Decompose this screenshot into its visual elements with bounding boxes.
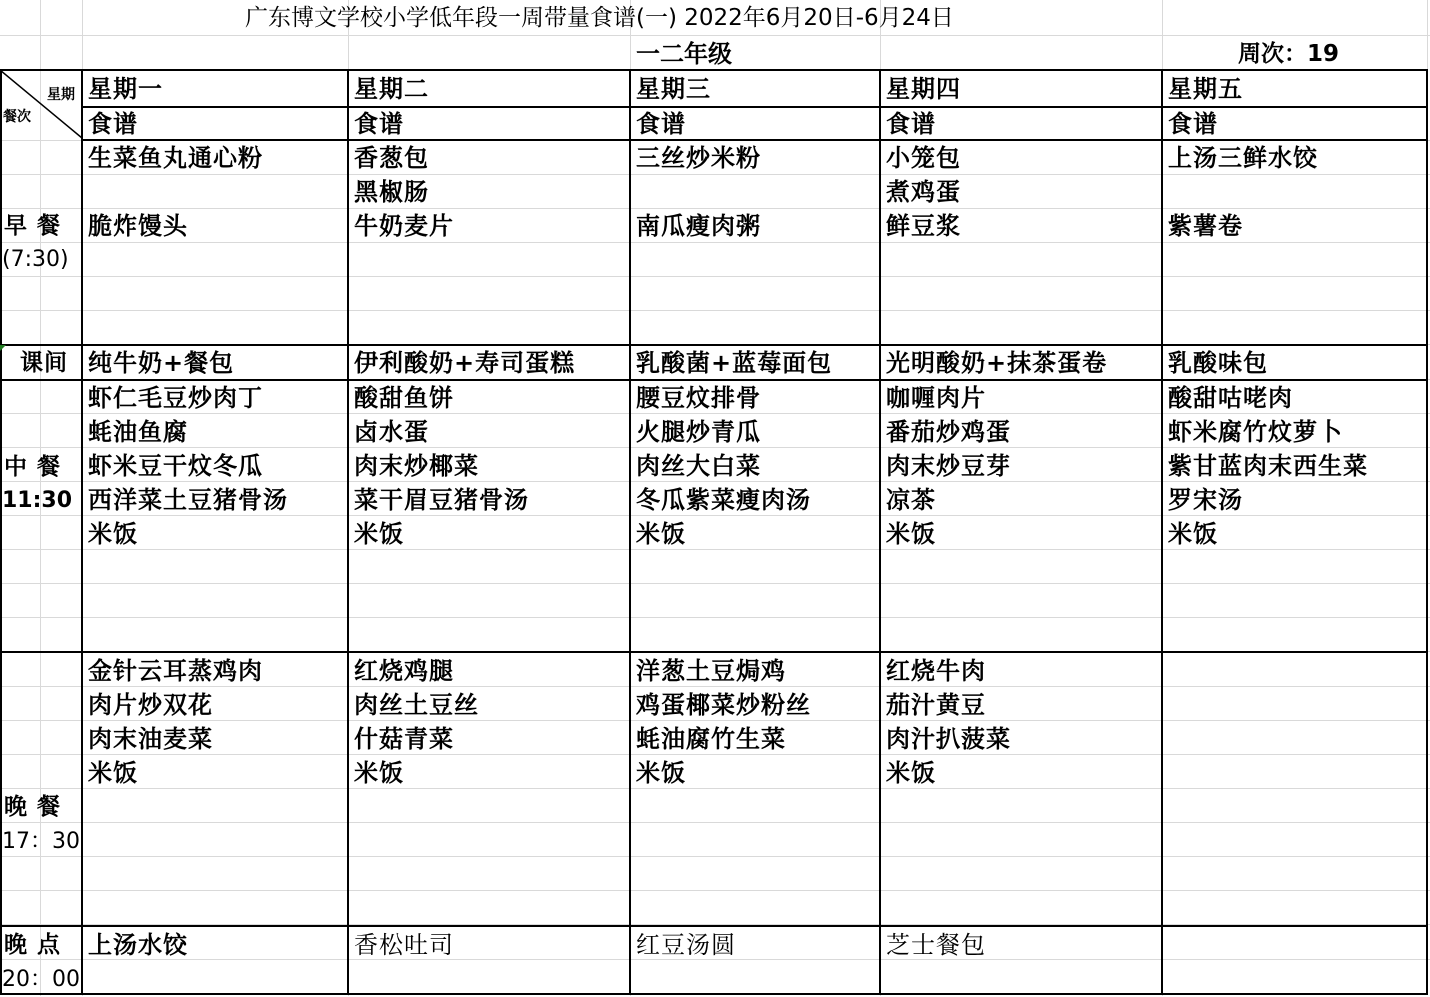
- lunch-mon-item-1[interactable]: 虾仁毛豆炒肉丁: [88, 384, 263, 412]
- lunch-wed-item-5[interactable]: 米饭: [636, 520, 686, 548]
- lunch-tue-item-2[interactable]: 卤水蛋: [354, 418, 429, 446]
- lunch-fri-item-2[interactable]: 虾米腐竹炆萝卜: [1168, 418, 1343, 446]
- grid-row-line: [0, 35, 1430, 36]
- breakfast-tue-item-1[interactable]: 香葱包: [354, 144, 429, 172]
- grid-row-line: [0, 856, 1430, 857]
- cell-marker: [0, 345, 6, 351]
- meal-time-lunch[interactable]: 11:30: [2, 488, 73, 513]
- night-snack-thu[interactable]: 芝士餐包: [886, 931, 986, 959]
- lunch-thu-item-1[interactable]: 咖喱肉片: [886, 384, 986, 412]
- grid-col-line: [1427, 0, 1428, 70]
- sheet-title: 广东博文学校小学低年段一周带量食谱(一) 2022年6月20日-6月24日: [245, 5, 954, 31]
- day-header-mon[interactable]: 星期一: [88, 75, 163, 103]
- breakfast-fri-item-1[interactable]: 上汤三鲜水饺: [1168, 144, 1318, 172]
- lunch-mon-item-4[interactable]: 西洋菜土豆猪骨汤: [88, 486, 288, 514]
- lunch-fri-item-1[interactable]: 酸甜咕咾肉: [1168, 384, 1293, 412]
- dinner-tue-item-1[interactable]: 红烧鸡腿: [354, 657, 454, 685]
- meal-label-breakfast[interactable]: 早 餐: [4, 213, 62, 239]
- meal-label-lunch[interactable]: 中 餐: [4, 454, 62, 480]
- breakfast-tue-item-3[interactable]: 牛奶麦片: [354, 212, 454, 240]
- dinner-wed-item-3[interactable]: 蚝油腐竹生菜: [636, 725, 786, 753]
- dinner-thu-item-1[interactable]: 红烧牛肉: [886, 657, 986, 685]
- table-border-v: [347, 69, 349, 995]
- breakfast-tue-item-2[interactable]: 黑椒肠: [354, 178, 429, 206]
- lunch-thu-item-2[interactable]: 番茄炒鸡蛋: [886, 418, 1011, 446]
- meal-label-night-snack[interactable]: 晚 点: [4, 932, 62, 958]
- meal-label-dinner[interactable]: 晚 餐: [4, 794, 62, 820]
- table-border-v: [1426, 69, 1428, 995]
- table-border-h: [82, 106, 1428, 108]
- table-border-v: [879, 69, 881, 995]
- grid-row-line: [0, 276, 1430, 277]
- lunch-thu-item-3[interactable]: 肉末炒豆芽: [886, 452, 1011, 480]
- breakfast-wed-item-3[interactable]: 南瓜瘦肉粥: [636, 212, 761, 240]
- corner-label-weekday: 星期: [47, 87, 75, 103]
- table-border-h: [0, 993, 1428, 995]
- day-header-wed[interactable]: 星期三: [636, 75, 711, 103]
- dinner-thu-item-3[interactable]: 肉汁扒菠菜: [886, 725, 1011, 753]
- dinner-tue-item-2[interactable]: 肉丝土豆丝: [354, 691, 479, 719]
- table-border-h: [0, 925, 1428, 927]
- table-border-v: [81, 69, 83, 995]
- recess-fri[interactable]: 乳酸味包: [1168, 349, 1268, 377]
- lunch-fri-item-3[interactable]: 紫甘蓝肉末西生菜: [1168, 452, 1368, 480]
- meal-time-dinner[interactable]: 17：30: [2, 829, 80, 854]
- breakfast-wed-item-1[interactable]: 三丝炒米粉: [636, 144, 761, 172]
- dinner-wed-item-2[interactable]: 鸡蛋椰菜炒粉丝: [636, 691, 811, 719]
- recess-wed[interactable]: 乳酸菌+蓝莓面包: [636, 349, 833, 377]
- lunch-mon-item-5[interactable]: 米饭: [88, 520, 138, 548]
- lunch-wed-item-2[interactable]: 火腿炒青瓜: [636, 418, 761, 446]
- lunch-thu-item-5[interactable]: 米饭: [886, 520, 936, 548]
- lunch-tue-item-3[interactable]: 肉末炒椰菜: [354, 452, 479, 480]
- grid-row-line: [0, 617, 1430, 618]
- recess-mon[interactable]: 纯牛奶+餐包: [88, 349, 235, 377]
- grid-row-line: [0, 822, 1430, 823]
- recess-tue[interactable]: 伊利酸奶+寿司蛋糕: [354, 349, 576, 377]
- dinner-mon-item-2[interactable]: 肉片炒双花: [88, 691, 213, 719]
- lunch-wed-item-4[interactable]: 冬瓜紫菜瘦肉汤: [636, 486, 811, 514]
- meal-time-night-snack[interactable]: 20：00: [2, 967, 80, 992]
- day-header-thu[interactable]: 星期四: [886, 75, 961, 103]
- dinner-mon-item-4[interactable]: 米饭: [88, 759, 138, 787]
- night-snack-wed[interactable]: 红豆汤圆: [636, 931, 736, 959]
- dinner-mon-item-3[interactable]: 肉末油麦菜: [88, 725, 213, 753]
- breakfast-mon-item-3[interactable]: 脆炸馒头: [88, 212, 188, 240]
- recipe-label-tue[interactable]: 食谱: [354, 110, 404, 138]
- lunch-thu-item-4[interactable]: 凉茶: [886, 486, 936, 514]
- lunch-tue-item-5[interactable]: 米饭: [354, 520, 404, 548]
- corner-label-meal: 餐次: [3, 109, 31, 125]
- corner-diagonal: [0, 70, 82, 140]
- dinner-tue-item-3[interactable]: 什菇青菜: [354, 725, 454, 753]
- breakfast-thu-item-1[interactable]: 小笼包: [886, 144, 961, 172]
- night-snack-mon[interactable]: 上汤水饺: [88, 931, 188, 959]
- recipe-label-wed[interactable]: 食谱: [636, 110, 686, 138]
- grid-row-line: [0, 788, 1430, 789]
- day-header-tue[interactable]: 星期二: [354, 75, 429, 103]
- lunch-fri-item-4[interactable]: 罗宋汤: [1168, 486, 1243, 514]
- dinner-wed-item-4[interactable]: 米饭: [636, 759, 686, 787]
- meal-time-breakfast[interactable]: (7:30): [2, 247, 69, 272]
- dinner-wed-item-1[interactable]: 洋葱土豆焗鸡: [636, 657, 786, 685]
- dinner-thu-item-2[interactable]: 茄汁黄豆: [886, 691, 986, 719]
- recipe-label-fri[interactable]: 食谱: [1168, 110, 1218, 138]
- week-label: 周次：19: [1238, 41, 1340, 67]
- breakfast-thu-item-3[interactable]: 鲜豆浆: [886, 212, 961, 240]
- night-snack-tue[interactable]: 香松吐司: [354, 931, 454, 959]
- day-header-fri[interactable]: 星期五: [1168, 75, 1243, 103]
- recipe-label-mon[interactable]: 食谱: [88, 110, 138, 138]
- lunch-fri-item-5[interactable]: 米饭: [1168, 520, 1218, 548]
- recess-thu[interactable]: 光明酸奶+抹茶蛋卷: [886, 349, 1108, 377]
- lunch-tue-item-4[interactable]: 菜干眉豆猪骨汤: [354, 486, 529, 514]
- breakfast-fri-item-3[interactable]: 紫薯卷: [1168, 212, 1243, 240]
- breakfast-thu-item-2[interactable]: 煮鸡蛋: [886, 178, 961, 206]
- grid-row-line: [0, 890, 1430, 891]
- table-border-v: [629, 69, 631, 995]
- lunch-wed-item-3[interactable]: 肉丝大白菜: [636, 452, 761, 480]
- table-border-h: [0, 651, 1428, 653]
- lunch-mon-item-2[interactable]: 蚝油鱼腐: [88, 418, 188, 446]
- grade-label: 一二年级: [636, 40, 732, 68]
- table-border-v: [1161, 69, 1163, 995]
- lunch-wed-item-1[interactable]: 腰豆炆排骨: [636, 384, 761, 412]
- dinner-tue-item-4[interactable]: 米饭: [354, 759, 404, 787]
- grid-row-line: [0, 310, 1430, 311]
- grid-row-line: [0, 583, 1430, 584]
- lunch-tue-item-1[interactable]: 酸甜鱼饼: [354, 384, 454, 412]
- dinner-thu-item-4[interactable]: 米饭: [886, 759, 936, 787]
- breakfast-mon-item-1[interactable]: 生菜鱼丸通心粉: [88, 144, 263, 172]
- recipe-label-thu[interactable]: 食谱: [886, 110, 936, 138]
- lunch-mon-item-3[interactable]: 虾米豆干炆冬瓜: [88, 452, 263, 480]
- dinner-mon-item-1[interactable]: 金针云耳蒸鸡肉: [88, 657, 263, 685]
- meal-label-recess[interactable]: 课间: [20, 350, 68, 376]
